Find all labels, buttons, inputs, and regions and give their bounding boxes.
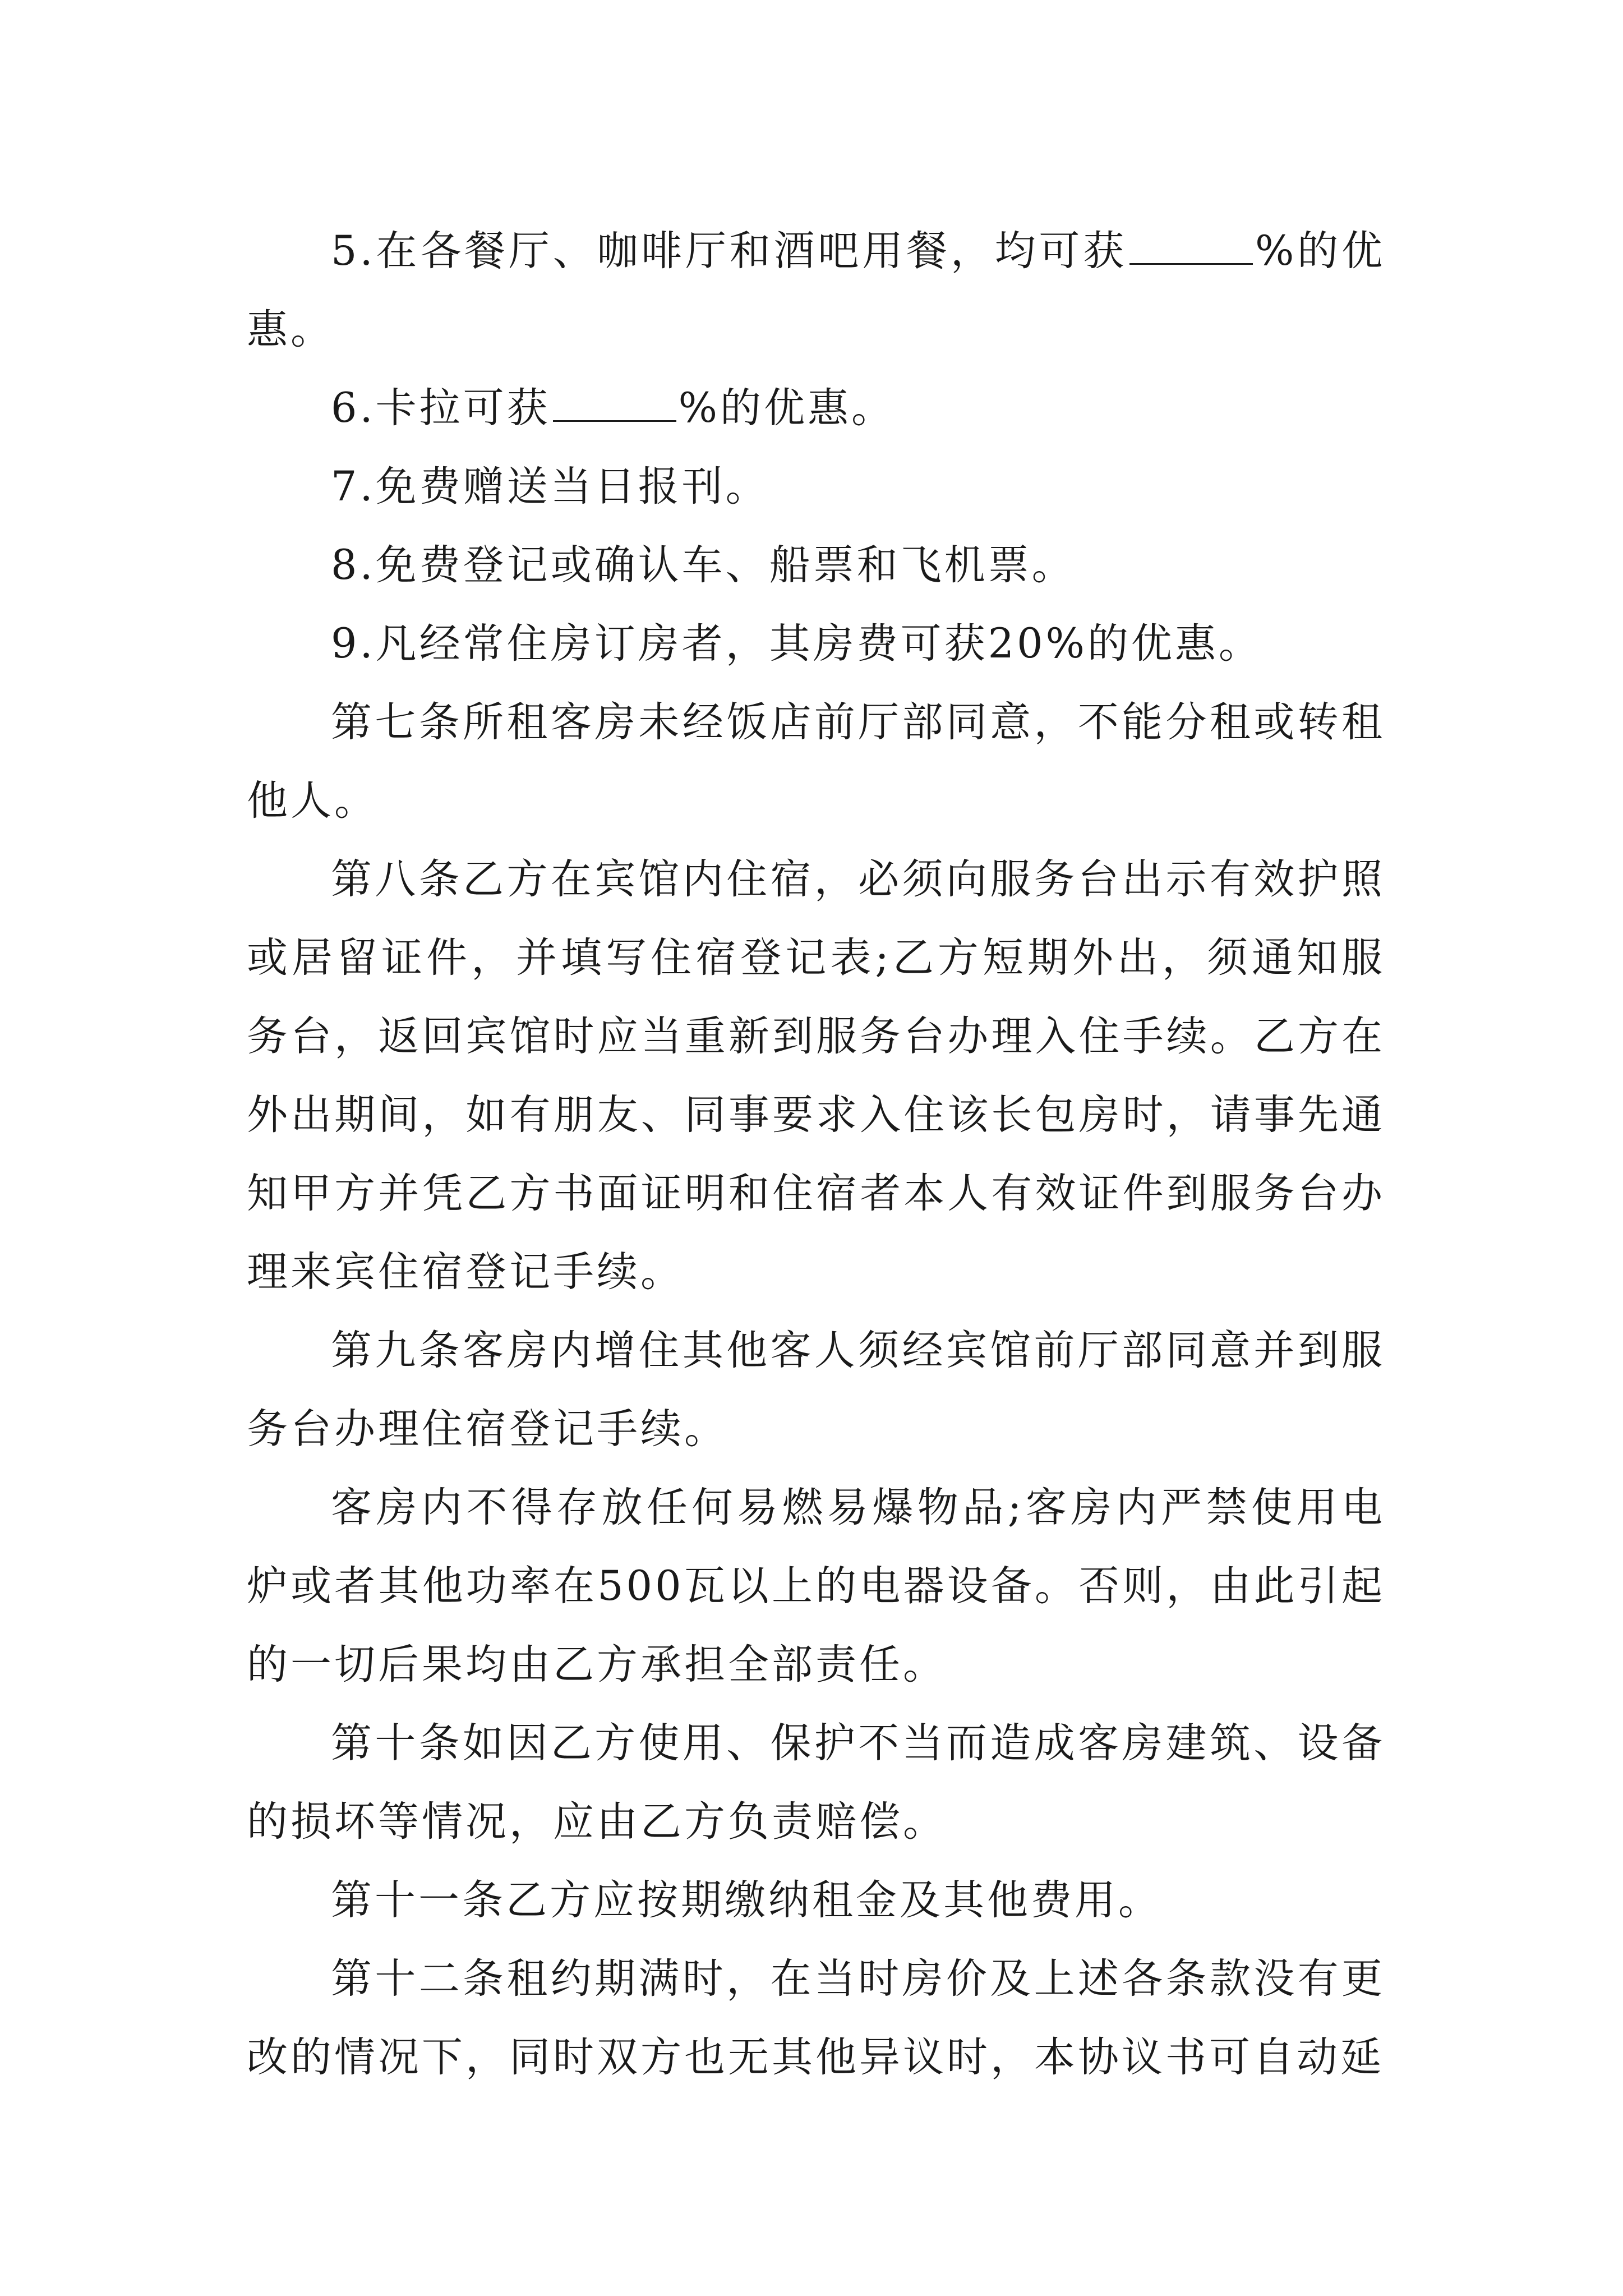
article-8-paragraph: 第八条乙方在宾馆内住宿，必须向服务台出示有效护照或居留证件，并填写住宿登记表;乙方短期外出，须通知服务台，返回宾馆时应当重新到服务台办理入住手续。乙方在外出期间，如有朋友、同事要求入住该长包房时，请事先通知甲方并凭乙方书面证明和住宿者本人有效证件到服务台办理来宾住宿登记手续。 xyxy=(247,855,1385,1296)
article-9-paragraph: 第九条客房内增住其他客人须经宾馆前厅部同意并到服务台办理住宿登记手续。 xyxy=(247,1327,1385,1453)
item-7-paragraph: 7.免费赠送当日报刊。 xyxy=(331,463,769,510)
item-6-text: 6.卡拉可获 xyxy=(331,384,551,432)
document-body xyxy=(247,212,1385,2097)
item-6-suffix: %的优惠。 xyxy=(678,384,896,432)
article-9-continuation-paragraph: 客房内不得存放任何易燃易爆物品;客房内严禁使用电炉或者其他功率在500瓦以上的电器设备。否则，由此引起的一切后果均由乙方承担全部责任。 xyxy=(247,1484,1385,1688)
article-10-paragraph: 第十条如因乙方使用、保护不当而造成客房建筑、设备的损坏等情况，应由乙方负责赔偿。 xyxy=(247,1719,1385,1846)
article-12-paragraph: 第十二条租约期满时，在当时房价及上述各条款没有更改的情况下，同时双方也无其他异议时，本协议书可自动延 xyxy=(247,1955,1385,2081)
item-5-suffix: %的优惠。 xyxy=(247,227,1385,353)
karaoke-discount-blank-field xyxy=(553,384,676,422)
item-8-paragraph: 8.免费登记或确认车、船票和飞机票。 xyxy=(331,541,1076,589)
article-7-paragraph: 第七条所租客房未经饭店前厅部同意，不能分租或转租他人。 xyxy=(247,698,1385,825)
item-5-paragraph xyxy=(247,212,1385,369)
item-5-text: 5.在各餐厅、咖啡厅和酒吧用餐，均可获 xyxy=(331,227,1128,275)
article-11-paragraph: 第十一条乙方应按期缴纳租金及其他费用。 xyxy=(331,1876,1162,1924)
item-9-paragraph: 9.凡经常住房订房者，其房费可获20%的优惠。 xyxy=(331,620,1262,668)
discount-blank-field xyxy=(1129,227,1253,265)
item-6-paragraph xyxy=(247,369,1385,448)
